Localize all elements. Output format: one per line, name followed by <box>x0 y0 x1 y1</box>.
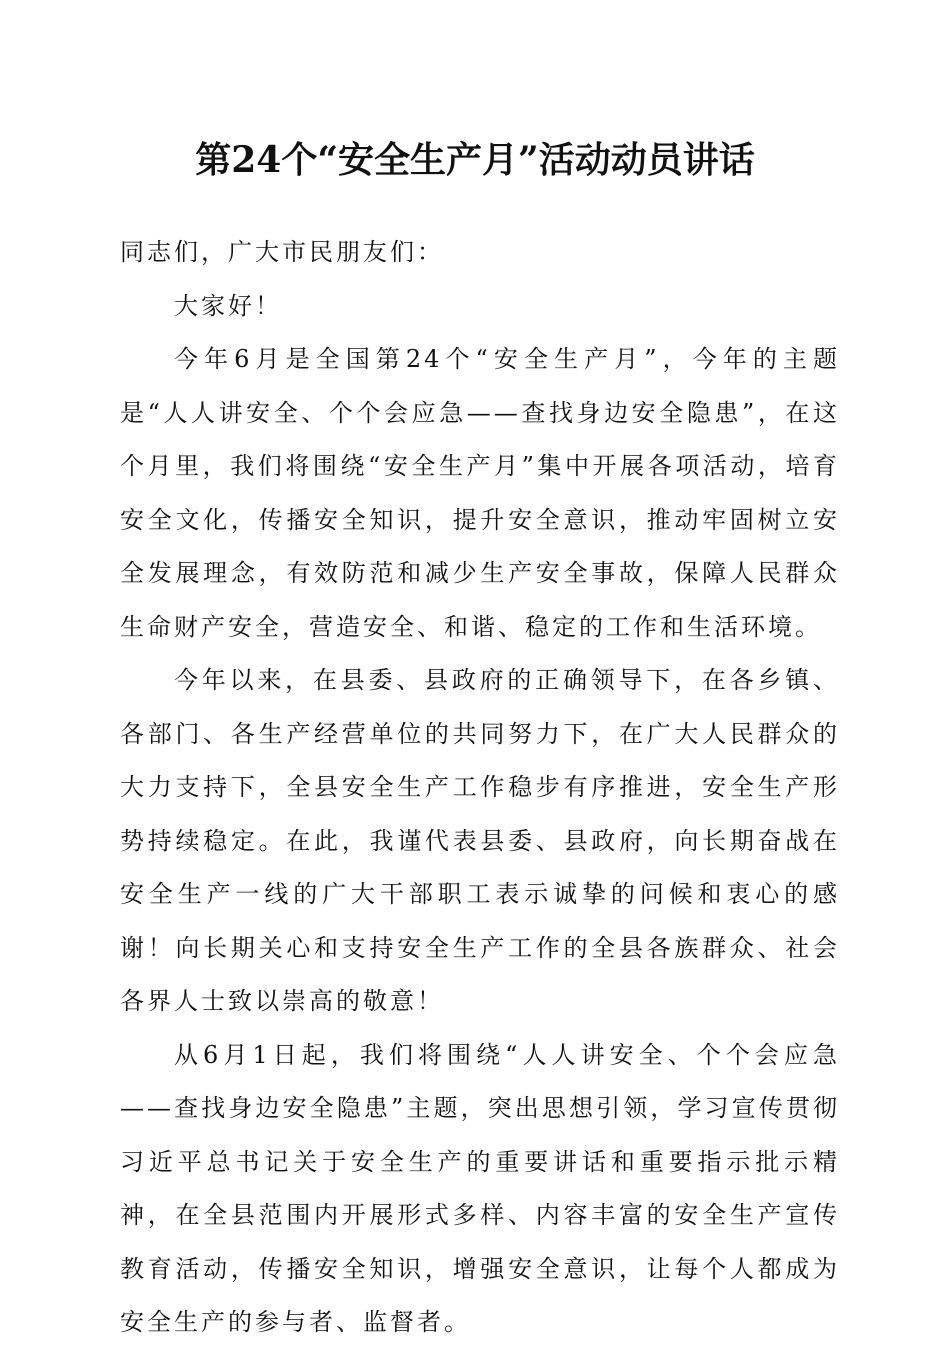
paragraph-theme: 今年6月是全国第24个“安全生产月”，今年的主题是“人人讲安全、个个会应急——查找身边安全隐患”，在这个月里，我们将围绕“安全生产月”集中开展各项活动，培育安全文化，传播安全知识，提升安全意识，推动牢固树立安全发展理念，有效防范和减少生产安全事故，保障人民群众生命财产安全，营造安全、和谐、稳定的工作和生活环境。 <box>120 345 840 641</box>
document-title: 第24个“安全生产月”活动动员讲话 <box>195 139 755 181</box>
document-body <box>120 226 840 1350</box>
greeting: 大家好！ <box>174 291 282 320</box>
salutation: 同志们，广大市民朋友们： <box>120 238 444 266</box>
paragraph-progress: 今年以来，在县委、县政府的正确领导下，在各乡镇、各部门、各生产经营单位的共同努力下，在广大人民群众的大力支持下，全县安全生产工作稳步有序推进，安全生产形势持续稳定。在此，我谨代表县委、县政府，向长期奋战在安全生产一线的广大干部职工表示诚挚的问候和衷心的感谢！向长期关心和支持安全生产工作的全县各族群众、社会各界人士致以崇高的敬意！ <box>120 666 840 1015</box>
paragraph-activities: 从6月1日起，我们将围绕“人人讲安全、个个会应急——查找身边安全隐患”主题，突出思想引领，学习宣传贯彻习近平总书记关于安全生产的重要讲话和重要指示批示精神，在全县范围内开展形式多样、内容丰富的安全生产宣传教育活动，传播安全知识，增强安全意识，让每个人都成为安全生产的参与者、监督者。 <box>120 1040 840 1336</box>
